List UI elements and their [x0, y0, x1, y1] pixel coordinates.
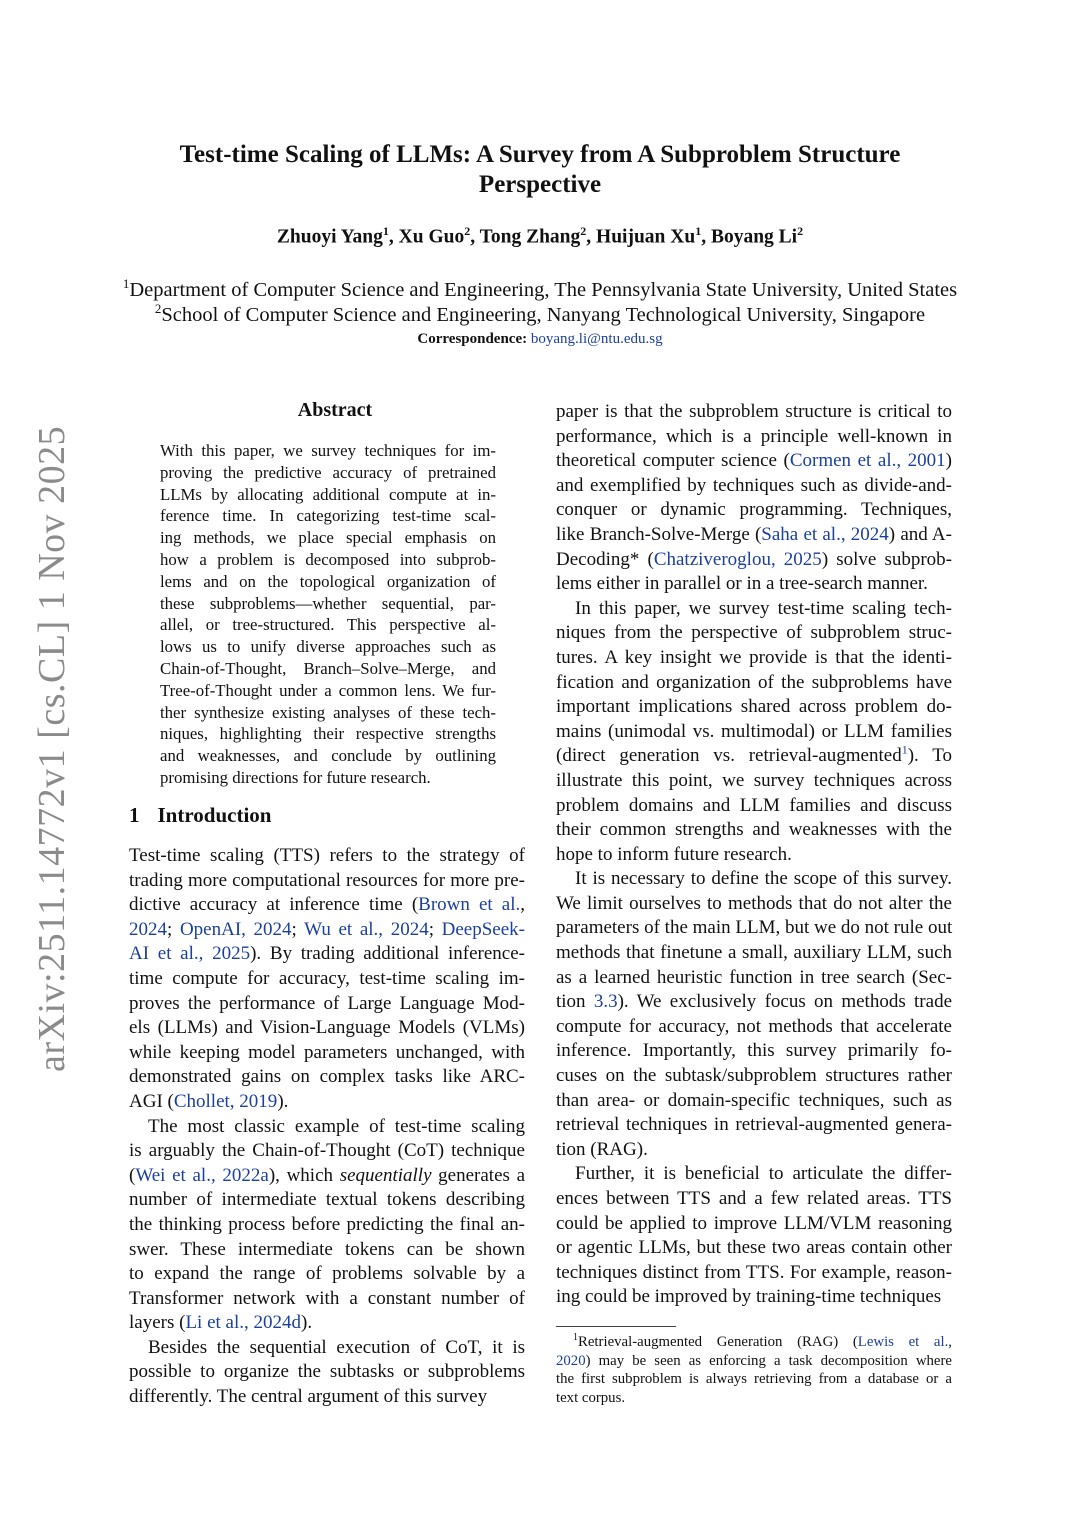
citation-link[interactable]: 2020 [556, 1352, 586, 1369]
right-column-line [556, 449, 952, 474]
text-run: sequentially [339, 1164, 432, 1186]
author-list: Zhuoyi Yang$^1$, Xu Guo$^2$, Tong Zhang$^2$, Huijuan Xu$^1$, Boyang Li$^2$ [276, 224, 804, 248]
left-column-line [129, 1115, 525, 1140]
footnote-rule [556, 1326, 676, 1327]
text-run: Test-time scaling (TTS) refers to the strategy of [129, 845, 525, 866]
text-run: , [520, 894, 525, 916]
right-column-line [556, 1187, 952, 1212]
text-run: like Branch-Solve-Merge ( [556, 523, 762, 545]
left-column-line [129, 869, 525, 894]
abstract-line: promising directions for future research. [160, 767, 431, 787]
right-column-line [556, 425, 952, 450]
author-name: Xu Guo [398, 226, 465, 248]
left-column-line [129, 918, 525, 943]
left-column-line [129, 844, 525, 869]
text-run: ) [945, 450, 952, 472]
text-run: number of intermediate textual tokens describing [129, 1189, 525, 1211]
right-column-line [556, 1089, 952, 1114]
left-column-line [129, 1385, 525, 1410]
left-column-line [129, 1065, 525, 1090]
left-column-line [129, 967, 525, 992]
citation-link[interactable]: Wu et al., 2024 [304, 918, 429, 940]
left-column-line [129, 1090, 525, 1115]
right-column-line [556, 794, 952, 819]
footnote-line [556, 1352, 952, 1371]
right-column-line [556, 990, 952, 1015]
right-column-line [556, 671, 952, 696]
text-run: proves the performance of Large Language Mod- [129, 992, 525, 1014]
right-column-text [556, 400, 952, 1310]
abstract-line: Tree-of-Thought under a common lens. We fur- [160, 680, 496, 700]
citation-link[interactable]: DeepSeek- [441, 918, 525, 940]
right-column-line [556, 1039, 952, 1064]
left-column-line [129, 1016, 525, 1041]
text-run: their common strengths and weaknesses with the [556, 819, 952, 841]
text-run: paper is that the subproblem structure is critical to [556, 401, 952, 422]
citation-link[interactable]: 3.3 [593, 991, 618, 1013]
text-run: (direct generation vs. retrieval-augmented [556, 745, 902, 767]
citation-link[interactable]: Chatziveroglou, 2025 [653, 548, 822, 570]
citation-link[interactable]: Brown et al. [418, 894, 521, 916]
text-run: ; [291, 918, 305, 940]
abstract-line: how a problem is decomposed into subprob- [160, 549, 496, 569]
abstract-line: lems and on the topological organization of [160, 571, 496, 591]
text-run: techniques distinct from TTS. For example, reason- [556, 1261, 952, 1283]
correspondence [140, 331, 940, 348]
text-run: the first subproblem is always retrieving from a database or a [556, 1371, 952, 1387]
citation-link[interactable]: Wei et al., 2022a [135, 1164, 269, 1186]
section-number: 1 [129, 803, 140, 827]
text-run: , [948, 1334, 952, 1350]
section-heading [129, 803, 271, 828]
citation-link[interactable]: Lewis et al. [857, 1334, 949, 1350]
left-column-line [129, 942, 525, 967]
affiliation [60, 276, 1020, 302]
text-run: ing could be improved by training-time techniques [556, 1286, 942, 1308]
text-run: AGI ( [129, 1090, 174, 1112]
text-run: text corpus. [556, 1389, 626, 1406]
text-run: performance, which is a principle well-known in [556, 425, 952, 447]
right-column-line [556, 597, 952, 622]
text-run: dictive accuracy at inference time ( [129, 894, 419, 916]
abstract-line: lows us to unify diverse approaches such as [160, 637, 496, 657]
abstract-line: LLMs by allocating additional compute at in- [160, 484, 496, 504]
citation-link[interactable]: AI et al., 2025 [129, 943, 251, 965]
text-run: problem domains and LLM families and discuss [556, 794, 952, 816]
author-affiliation-marker: 2 [797, 224, 804, 238]
text-run: cuses on the subtask/subproblem structures rather [556, 1065, 952, 1087]
right-column-line [556, 1064, 952, 1089]
text-run: inference. Importantly, this survey primarily fo- [556, 1040, 952, 1062]
abstract-line: Chain-of-Thought, Branch–Solve–Merge, and [160, 658, 496, 678]
text-run: We limit ourselves to methods that do not alter the [556, 892, 952, 914]
author-affiliation-marker: 1 [695, 224, 702, 238]
text-run: els (LLMs) and Vision-Language Models (VLMs) [129, 1017, 525, 1039]
text-run: differently. The central argument of this survey [129, 1386, 488, 1408]
text-run: illustrate this point, we survey techniques across [556, 769, 952, 791]
text-run: tion (RAG). [556, 1138, 648, 1160]
footnote [556, 1333, 952, 1407]
abstract-line: proving the predictive accuracy of pretrained [160, 462, 496, 482]
author-name: Tong Zhang [479, 226, 581, 248]
text-run: while keeping model parameters unchanged, with [129, 1041, 525, 1063]
abstract-body [160, 440, 496, 789]
text-run: ; [167, 918, 180, 940]
citation-link[interactable]: Chollet, 2019 [173, 1090, 278, 1112]
right-column-line [556, 474, 952, 499]
text-run: important implications shared across problem do- [556, 696, 952, 718]
abstract-line: ing methods, we place special emphasis on [160, 528, 496, 548]
correspondence-email-link[interactable]: boyang.li@ntu.edu.sg [530, 331, 663, 347]
right-column-line [556, 916, 952, 941]
citation-link[interactable]: Li et al., 2024d [185, 1312, 302, 1334]
text-run: Besides the sequential execution of CoT, it is [148, 1336, 525, 1358]
abstract-line: niques, highlighting their respective strengths [160, 724, 496, 744]
text-run: could be applied to improve LLM/VLM reasoning [556, 1212, 952, 1234]
abstract-line: allel, or tree-structured. This perspective al- [160, 615, 496, 635]
author-affiliation-marker: 2 [464, 224, 471, 238]
text-run: and exemplified by techniques such as divide-and- [556, 474, 952, 496]
text-run: ( [129, 1164, 136, 1186]
text-run: The most classic example of test-time scaling [148, 1115, 525, 1137]
author-name: Boyang Li [710, 226, 798, 248]
text-run: lems either in parallel or in a tree-search manner. [556, 573, 928, 595]
text-run: ). We exclusively focus on methods trade [617, 991, 952, 1013]
footnote-marker: 1 [573, 1332, 578, 1344]
right-column-line [556, 621, 952, 646]
left-column-line [129, 1311, 525, 1336]
right-column-line [556, 1015, 952, 1040]
author-affiliation-marker: 2 [580, 224, 587, 238]
right-column-line [556, 941, 952, 966]
author-name: Huijuan Xu [596, 226, 696, 248]
text-run: time compute for accuracy, test-time scaling im- [129, 967, 525, 989]
author-affiliation-marker: 1 [382, 224, 389, 238]
text-run: methods that finetune a small, auxiliary LLM, such [556, 942, 952, 964]
right-column-line [556, 867, 952, 892]
abstract-line: these subproblems—whether sequential, par- [160, 593, 496, 613]
left-column-line [129, 1139, 525, 1164]
text-run: generates a [431, 1164, 526, 1186]
right-column-line [556, 769, 952, 794]
abstract-line: ference time. In categorizing test-time scal- [160, 506, 496, 526]
citation-link[interactable]: 1 [901, 742, 908, 757]
left-column-text [129, 844, 525, 1410]
text-run: parameters of the main LLM, but we do not rule out [556, 917, 953, 939]
arxiv-identifier: arXiv:2511.14772v1 [cs.CL] 1 Nov 2025 [31, 425, 73, 1072]
left-column-line [129, 992, 525, 1017]
affiliation-text: Department of Computer Science and Engineering, The Pennsylvania State University, United States [129, 278, 958, 301]
text-run: ). By trading additional inference- [250, 943, 525, 965]
left-column-line [129, 1213, 525, 1238]
text-run: tion [556, 991, 594, 1013]
citation-link[interactable]: 2024 [129, 918, 167, 940]
affiliation [60, 301, 1020, 327]
right-column-line [556, 966, 952, 991]
footnote-line [556, 1389, 952, 1408]
text-run: hope to inform future research. [556, 843, 792, 865]
text-run: is arguably the Chain-of-Thought (CoT) technique [129, 1140, 525, 1162]
text-run: tures. A key insight we provide is that the identi- [556, 646, 952, 668]
citation-link[interactable]: OpenAI, 2024 [179, 918, 292, 940]
left-column-line [129, 1360, 525, 1385]
citation-link[interactable]: Cormen et al., 2001 [789, 450, 946, 472]
right-column-line [556, 572, 952, 597]
left-column-line [129, 1238, 525, 1263]
text-run: niques from the perspective of subproblem struc- [556, 622, 952, 644]
text-run: retrieval techniques in retrieval-augmented genera- [556, 1114, 952, 1136]
affiliation-marker: 1 [122, 276, 130, 291]
text-run: ; [428, 918, 442, 940]
text-run: Transformer network with a constant number of [129, 1287, 525, 1309]
title-line: Test-time Scaling of LLMs: A Survey from A Subproblem Structure [179, 141, 901, 168]
citation-link[interactable]: Saha et al., 2024 [761, 523, 889, 545]
text-run: Further, it is beneficial to articulate the differ- [575, 1163, 952, 1185]
text-run: ences between TTS and a few related areas. TTS [556, 1188, 952, 1209]
left-column-line [129, 1164, 525, 1189]
text-run: ) solve subprob- [821, 548, 953, 570]
text-run: fication and organization of the subproblems have [556, 671, 952, 693]
footnote-line [556, 1333, 952, 1352]
right-column-line [556, 1162, 952, 1187]
abstract-line: ther synthesize existing analyses of these tech- [160, 702, 496, 722]
footnote-line [556, 1370, 952, 1389]
right-column-line [556, 1285, 952, 1310]
text-run: or agentic LLMs, but these two areas contain other [556, 1237, 952, 1259]
text-run: In this paper, we survey test-time scaling tech- [575, 597, 952, 619]
text-run: Decoding* ( [556, 548, 654, 570]
text-run: theoretical computer science ( [556, 450, 790, 472]
text-run: to expand the range of problems solvable by a [129, 1263, 525, 1285]
right-column-line [556, 818, 952, 843]
text-run: mains (unimodal vs. multimodal) or LLM families [556, 720, 952, 742]
affiliation-marker: 2 [154, 301, 162, 316]
right-column-line [556, 1261, 952, 1286]
text-run: ). [277, 1090, 289, 1112]
paper-title [140, 140, 940, 200]
text-run: ) and A- [888, 523, 952, 545]
affiliation-text: School of Computer Science and Engineering, Nanyang Technological University, Singapore [161, 303, 926, 326]
text-run: Retrieval-augmented Generation (RAG) ( [578, 1334, 858, 1350]
right-column-line [556, 1113, 952, 1138]
right-column-line [556, 400, 952, 425]
text-run: demonstrated gains on complex tasks like ARC- [129, 1066, 525, 1088]
abstract-line: With this paper, we survey techniques for im- [160, 441, 496, 460]
correspondence-label: Correspondence: [417, 331, 528, 347]
text-run: conquer or dynamic programming. Techniques, [556, 499, 952, 521]
right-column-line [556, 1236, 952, 1261]
text-run: ). To [907, 745, 952, 767]
right-column-line [556, 1212, 952, 1237]
right-column-line [556, 892, 952, 917]
abstract-line: and weaknesses, and conclude by outlining [160, 746, 496, 766]
text-run: ), which [268, 1164, 340, 1186]
right-column-line [556, 695, 952, 720]
left-column-line [129, 1262, 525, 1287]
text-run: as a learned heuristic function in tree search (Sec- [556, 966, 952, 988]
text-run: It is necessary to define the scope of this survey. [575, 868, 952, 890]
text-run: trading more computational resources for more pre- [129, 869, 525, 891]
right-column-line [556, 843, 952, 868]
right-column-line [556, 744, 952, 769]
text-run: compute for accuracy, not methods that accelerate [556, 1015, 952, 1037]
text-run: the thinking process before predicting the final an- [129, 1213, 525, 1235]
left-column-line [129, 1041, 525, 1066]
title-line: Perspective [478, 171, 602, 198]
left-column-line [129, 1188, 525, 1213]
section-title: Introduction [157, 803, 272, 827]
right-column-line [556, 720, 952, 745]
text-run: layers ( [129, 1312, 186, 1334]
text-run: possible to organize the subtasks or subproblems [129, 1361, 525, 1383]
right-column-line [556, 1138, 952, 1163]
right-column-line [556, 523, 952, 548]
text-run: than area- or domain-specific techniques, such as [556, 1089, 952, 1111]
left-column-line [129, 1336, 525, 1361]
text-run: ). [301, 1312, 313, 1334]
right-column-line [556, 548, 952, 573]
author-name: Zhuoyi Yang [276, 226, 383, 248]
left-column-line [129, 1287, 525, 1312]
text-run: ) may be seen as enforcing a task decomposition where [585, 1352, 952, 1369]
left-column-line [129, 893, 525, 918]
right-column-line [556, 498, 952, 523]
text-run: swer. These intermediate tokens can be shown [129, 1238, 525, 1260]
abstract-heading: Abstract [297, 399, 373, 421]
right-column-line [556, 646, 952, 671]
